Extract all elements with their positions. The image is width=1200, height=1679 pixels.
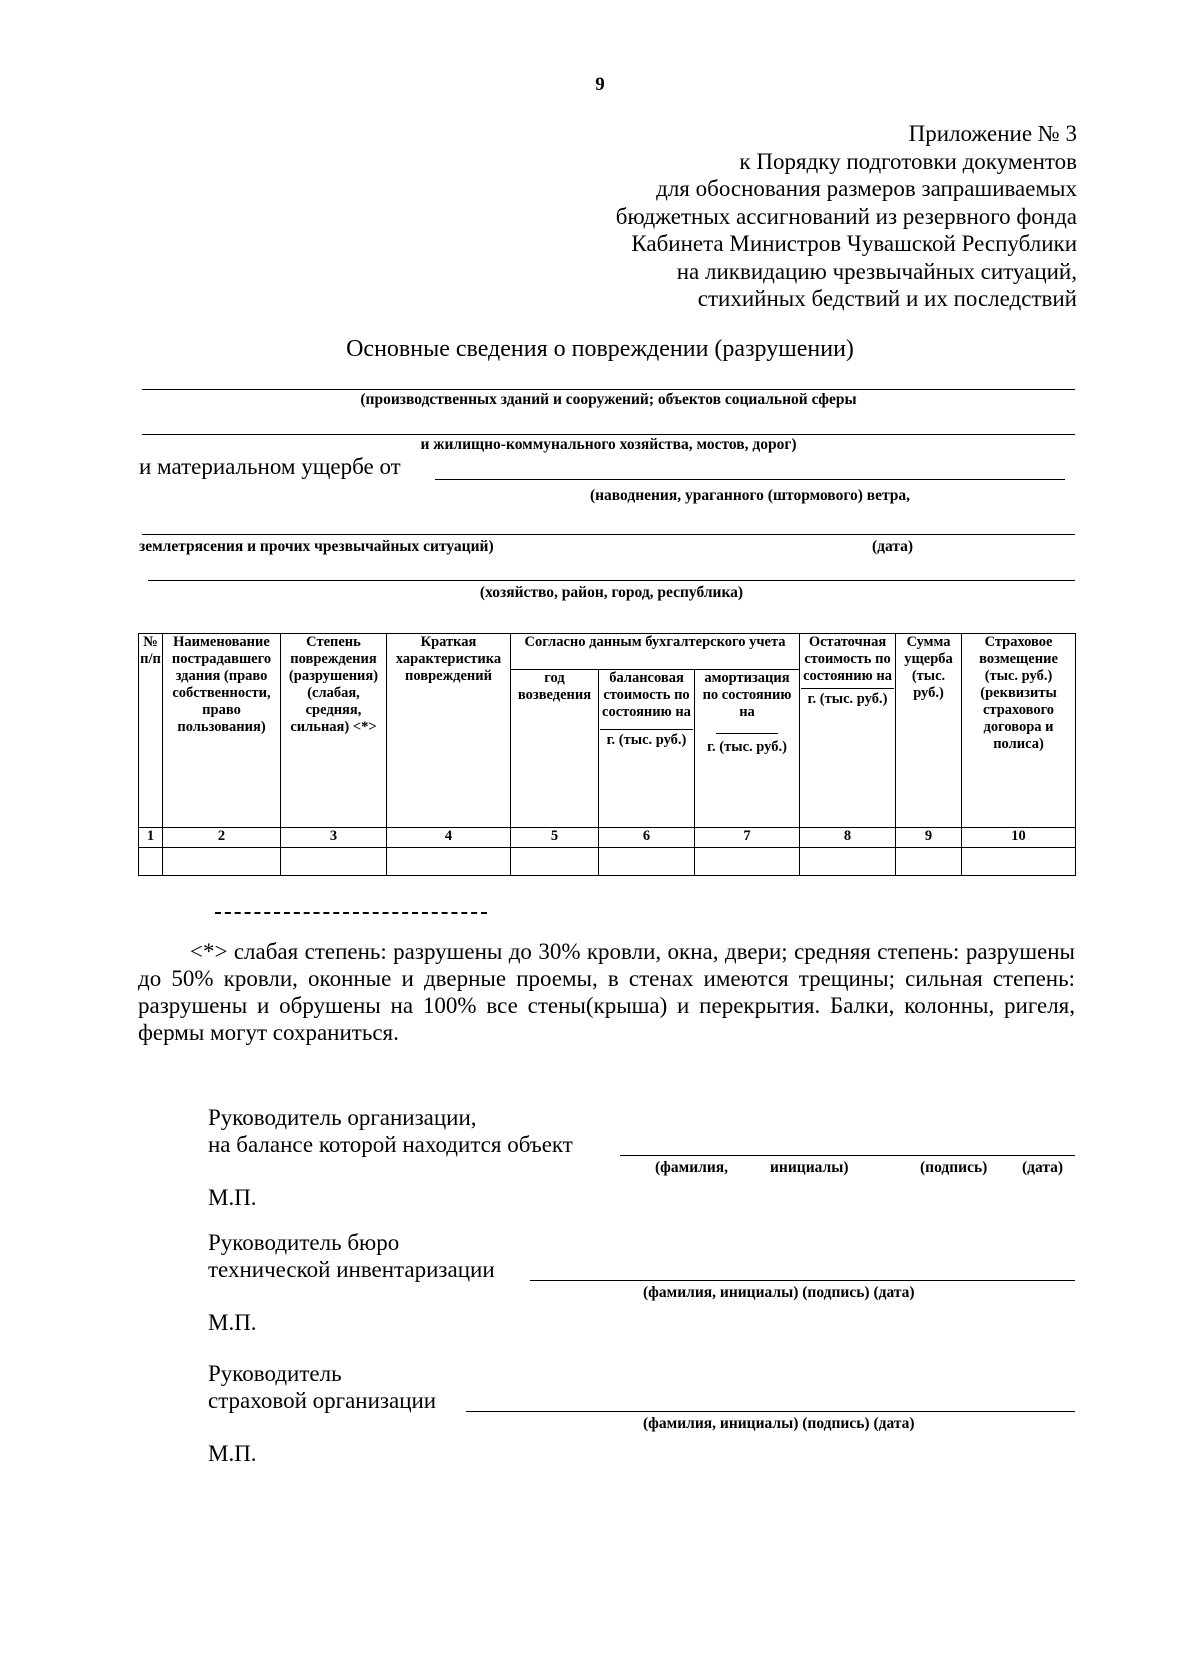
- appendix-line: для обоснования размеров запрашиваемых: [656, 176, 1077, 201]
- caption-location: (хозяйство, район, город, республика): [479, 584, 744, 601]
- table-cell: [281, 848, 387, 876]
- org-head-line1: Руководитель организации,: [208, 1105, 477, 1130]
- appendix-line: Приложение № 3: [908, 121, 1077, 146]
- signature-line-bti: [530, 1280, 1075, 1281]
- header-balance: [599, 670, 695, 828]
- page-number: 9: [595, 74, 605, 95]
- caption-insurance: (фамилия, инициалы) (подпись) (дата): [643, 1415, 915, 1432]
- table-cell: [511, 848, 599, 876]
- header-residual: [800, 634, 896, 828]
- footnote-text: <*> слабая степень: разрушены до 30% кровли, окна, двери; средняя степень: разрушены до 50% кровли, оконные и дверные проемы, в стенах имеются трещины; сильная степень: разрушены и обрушены на 100% все стены(крыша) и перекрытия. Балки, колонны, ригеля, фермы могут сохраниться.: [138, 939, 1075, 1045]
- caption-disaster-1: (наводнения, ураганного (штормового) ветра,: [589, 487, 911, 504]
- date-blank: [716, 721, 778, 734]
- caption-objects-2: и жилищно-коммунального хозяйства, мостов, дорог): [420, 436, 797, 453]
- column-number: 6: [599, 828, 695, 848]
- table-cell: [387, 848, 511, 876]
- table-cell: [599, 848, 695, 876]
- damage-lead: и материальном ущербе от: [139, 454, 401, 479]
- appendix-line: к Порядку подготовки документов: [739, 148, 1077, 174]
- column-number: 3: [281, 828, 387, 848]
- header-balance-top: балансовая стоимость по состоянию на: [602, 670, 691, 720]
- header-accounting: Согласно данным бухгалтерского учета: [511, 634, 800, 670]
- caption-disaster-2: землетрясения и прочих чрезвычайных ситуаций): [139, 538, 494, 555]
- header-brief: Краткая характеристика повреждений: [387, 634, 511, 828]
- header-residual-bottom: г. (тыс. руб.): [801, 688, 894, 708]
- caption-date: (дата): [872, 538, 914, 555]
- table-cell: [800, 848, 896, 876]
- table-cell: [139, 848, 163, 876]
- header-sum: Сумма ущерба (тыс. руб.): [896, 634, 962, 828]
- column-number: 1: [139, 828, 163, 848]
- caption-date-sign: (дата): [1022, 1159, 1064, 1176]
- header-balance-bottom: г. (тыс. руб.): [600, 729, 693, 749]
- appendix-line: на ликвидацию чрезвычайных ситуаций,: [676, 258, 1077, 284]
- fill-line-objects-1: [142, 389, 1075, 390]
- header-insurance: Страховое возмещение (тыс. руб.) (реквизиты страхового договора и полиса): [962, 634, 1076, 828]
- caption-bti: (фамилия, инициалы) (подпись) (дата): [643, 1284, 915, 1301]
- header-residual-top: Остаточная стоимость по состоянию на: [803, 634, 892, 684]
- ins-head-line1: Руководитель: [208, 1361, 342, 1386]
- column-number: 10: [962, 828, 1076, 848]
- caption-surname: (фамилия,: [655, 1159, 729, 1176]
- footnote-separator: [215, 912, 487, 914]
- table-row-empty: [139, 848, 1076, 876]
- stamp-placeholder: М.П.: [208, 1185, 257, 1210]
- header-no: № п/п: [139, 634, 163, 828]
- table-cell: [163, 848, 281, 876]
- header-amort-top: амортизация по состоянию на: [702, 670, 792, 720]
- appendix-header: [616, 120, 1077, 313]
- header-amortization: [695, 670, 800, 828]
- org-head-line2: на балансе которой находится объект: [208, 1132, 573, 1157]
- stamp-placeholder: М.П.: [208, 1441, 257, 1466]
- bti-head-line2: технической инвентаризации: [208, 1257, 495, 1282]
- header-name: Наименование пострадавшего здания (право собственности, право пользования): [163, 634, 281, 828]
- column-number: 4: [387, 828, 511, 848]
- column-number: 8: [800, 828, 896, 848]
- caption-sign: (подпись): [920, 1159, 988, 1176]
- header-year: год возведения: [511, 670, 599, 828]
- table-cell: [962, 848, 1076, 876]
- column-number: 2: [163, 828, 281, 848]
- caption-objects-1: (производственных зданий и сооружений; объектов социальной сферы: [360, 391, 857, 408]
- bti-head-line1: Руководитель бюро: [208, 1230, 400, 1255]
- column-number: 9: [896, 828, 962, 848]
- table-cell: [896, 848, 962, 876]
- ins-head-line2: страховой организации: [208, 1388, 437, 1413]
- appendix-line: стихийных бедствий и их последствий: [697, 286, 1077, 311]
- footnote: [138, 938, 1075, 1046]
- column-number: 7: [695, 828, 800, 848]
- column-number: 5: [511, 828, 599, 848]
- signature-line-insurance: [466, 1411, 1075, 1412]
- fill-line-disaster-1: [435, 479, 1065, 480]
- header-amort-bottom: г. (тыс. руб.): [707, 739, 787, 755]
- stamp-placeholder: М.П.: [208, 1310, 257, 1335]
- signature-line-org: [620, 1155, 1075, 1156]
- header-degree: Степень повреждения (разрушения) (слабая, средняя, сильная) <*>: [281, 634, 387, 828]
- table-cell: [695, 848, 800, 876]
- appendix-line: Кабинета Министров Чувашской Республики: [631, 231, 1077, 256]
- fill-line-objects-2: [142, 434, 1075, 435]
- appendix-line: бюджетных ассигнований из резервного фонда: [615, 203, 1077, 229]
- caption-initials: инициалы): [770, 1159, 849, 1176]
- document-title: Основные сведения о повреждении (разрушении): [346, 336, 854, 362]
- fill-line-location: [148, 580, 1075, 581]
- damage-table: [138, 633, 1076, 876]
- fill-line-disaster-2: [142, 534, 1075, 535]
